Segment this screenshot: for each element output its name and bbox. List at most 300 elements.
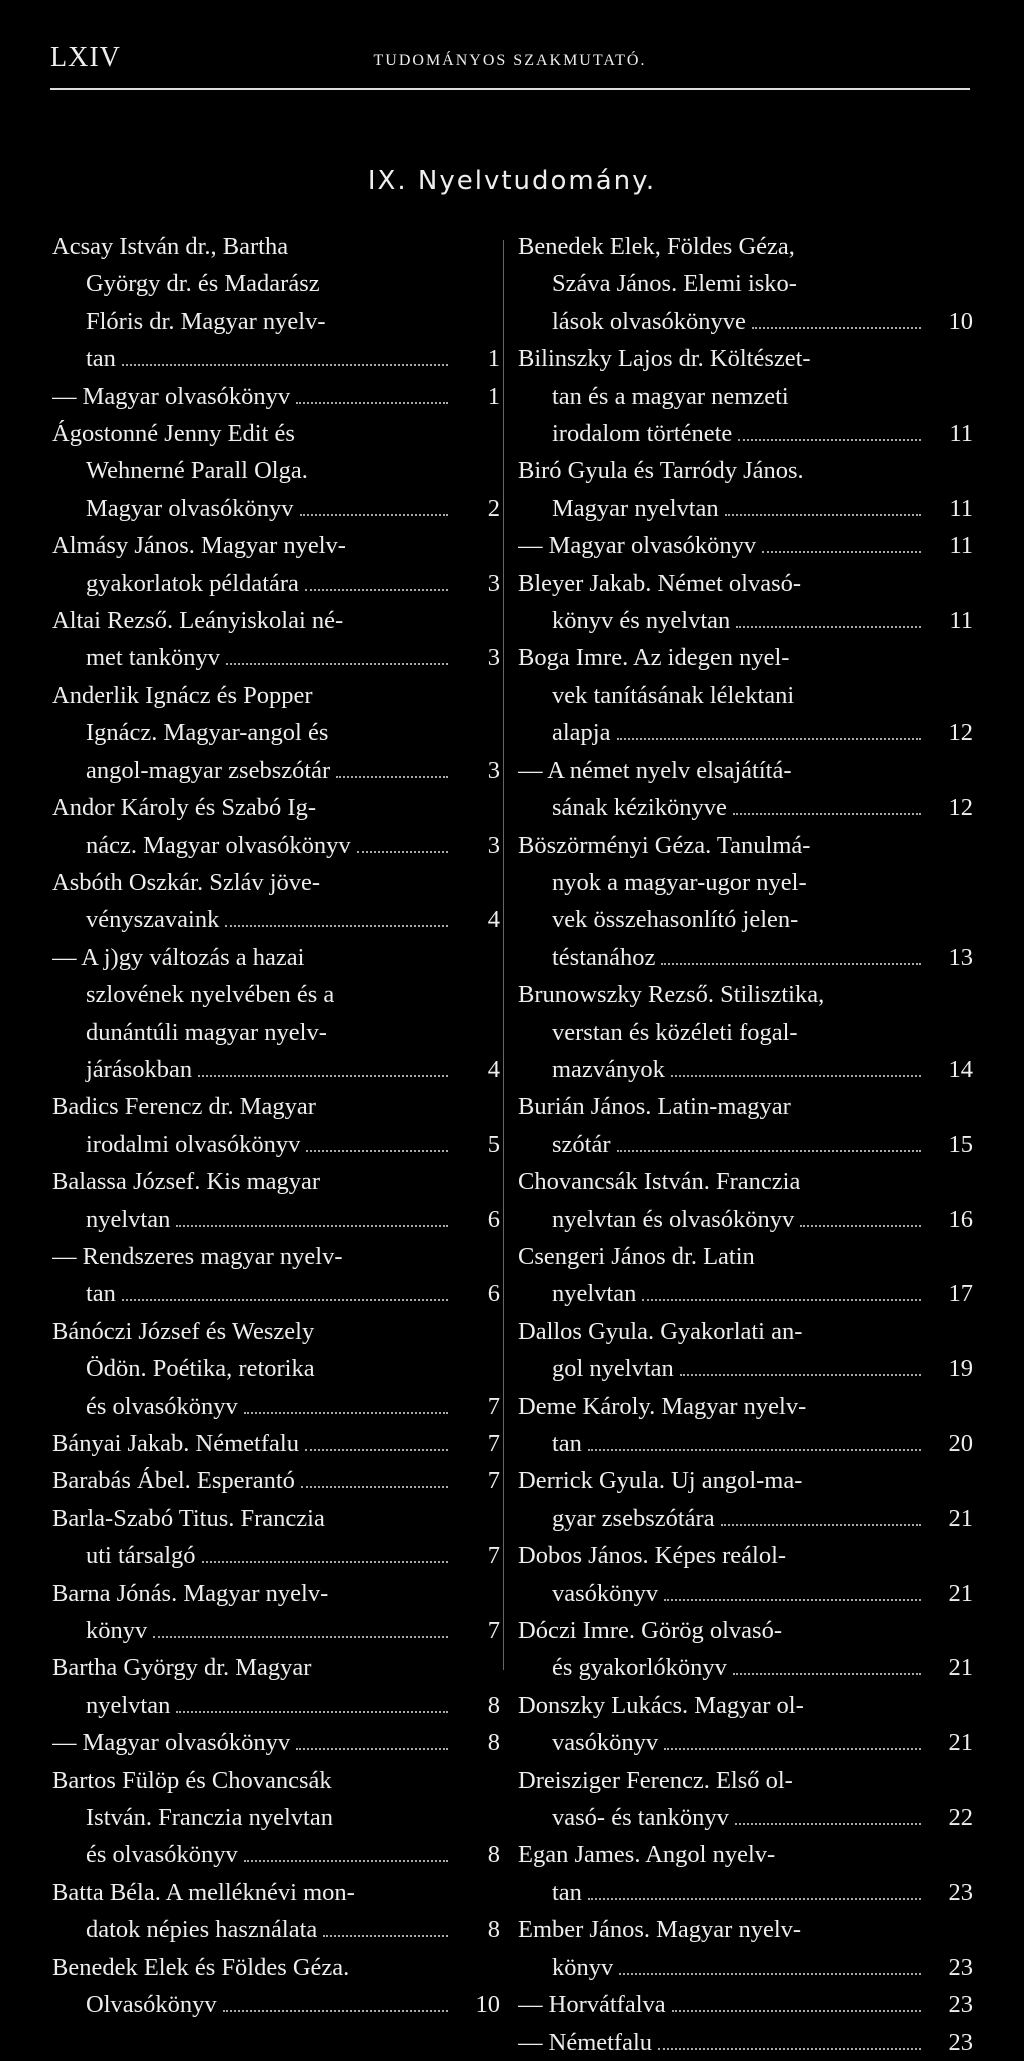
dot-leader	[619, 1973, 921, 1975]
entry-text: Bartha György dr. Magyar	[52, 1654, 312, 1682]
entry-text: szlovének nyelvében és a	[86, 981, 335, 1009]
running-head: TUDOMÁNYOS SZAKMUTATÓ.	[373, 52, 647, 69]
entry-line	[52, 1799, 500, 1836]
entry-text: datok népies használata	[86, 1916, 318, 1944]
index-entry	[52, 864, 500, 939]
index-entry	[518, 1313, 973, 1388]
entry-text: nyelvtan	[552, 1280, 637, 1308]
entry-line	[518, 1836, 973, 1873]
dot-leader	[244, 1412, 448, 1414]
page-ref: 8	[487, 1729, 500, 1757]
entry-line	[518, 1126, 973, 1163]
entry-line	[518, 901, 973, 938]
entry-line	[518, 1986, 973, 2023]
dot-leader	[588, 1898, 921, 1900]
entry-text: Barabás Ábel. Esperantó	[52, 1467, 295, 1495]
index-entry	[52, 228, 500, 378]
entry-text: Benedek Elek, Földes Géza,	[518, 233, 795, 260]
entry-line	[52, 1762, 500, 1799]
entry-line	[52, 303, 500, 340]
dot-leader	[202, 1561, 448, 1563]
entry-line	[52, 864, 500, 901]
entry-line	[518, 864, 973, 901]
page-ref: 12	[948, 794, 973, 822]
entry-text: nyelvtan	[86, 1205, 171, 1233]
entry-line	[518, 452, 973, 489]
entry-line	[52, 1163, 500, 1200]
page-ref: 6	[487, 1280, 500, 1308]
entry-line	[52, 714, 500, 751]
index-entry	[52, 1163, 500, 1238]
dot-leader	[664, 1748, 921, 1750]
entry-text: gol nyelvtan	[552, 1355, 674, 1383]
index-entry	[52, 1724, 500, 1761]
entry-text: Anderlik Ignácz és Popper	[52, 681, 313, 709]
index-entry	[52, 1238, 500, 1313]
entry-text: vasó- és tankönyv	[552, 1804, 729, 1832]
entry-line	[518, 1612, 973, 1649]
entry-line	[518, 527, 973, 564]
entry-text: vasókönyv	[552, 1729, 659, 1757]
page-ref: 3	[487, 569, 500, 597]
entry-line	[518, 752, 973, 789]
index-entry	[52, 1762, 500, 1874]
page-ref: 21	[948, 1654, 973, 1682]
entry-line	[518, 1874, 973, 1911]
page-ref: 11	[949, 607, 973, 635]
entry-text: Batta Béla. A melléknévi mon-	[52, 1878, 355, 1906]
entry-text: Olvasókönyv	[86, 1991, 217, 2019]
dot-leader	[306, 1150, 448, 1152]
page-ref: 17	[948, 1280, 973, 1308]
entry-line	[518, 565, 973, 602]
entry-line	[518, 1014, 973, 1051]
entry-line	[518, 602, 973, 639]
entry-line	[52, 265, 500, 302]
page-ref: 8	[487, 1916, 500, 1944]
entry-line	[518, 1537, 973, 1574]
entry-line	[52, 1425, 500, 1462]
index-entry	[52, 939, 500, 1089]
entry-text: vek tanításának lélektani	[552, 681, 795, 709]
entry-text: Donszky Lukács. Magyar ol-	[518, 1691, 804, 1719]
entry-text: könyv	[552, 1953, 614, 1981]
dot-leader	[198, 1075, 448, 1077]
entry-text: met tankönyv	[86, 644, 221, 672]
page-ref: 10	[948, 307, 973, 335]
entry-text: Biró Gyula és Tarródy János.	[518, 457, 804, 485]
left-column	[52, 228, 500, 2024]
entry-line	[52, 1275, 500, 1312]
entry-line	[52, 976, 500, 1013]
entry-text: irodalmi olvasókönyv	[86, 1130, 301, 1158]
entry-line	[518, 1724, 973, 1761]
index-entry	[518, 752, 973, 827]
entry-text: Boga Imre. Az idegen nyel-	[518, 644, 790, 672]
page-ref: 4	[487, 1055, 500, 1083]
header-rule	[50, 88, 970, 90]
column-divider	[503, 240, 504, 1670]
entry-line	[518, 1088, 973, 1125]
index-entry	[52, 677, 500, 789]
entry-line	[52, 1388, 500, 1425]
dot-leader	[296, 1748, 448, 1750]
dot-leader	[323, 1935, 448, 1937]
page-ref: 8	[487, 1691, 500, 1719]
index-entry	[52, 1949, 500, 2024]
page-ref: 11	[949, 494, 973, 522]
page-ref: 8	[487, 1841, 500, 1869]
dot-leader	[658, 2048, 921, 2050]
entry-text: Burián János. Latin-magyar	[518, 1093, 791, 1121]
index-entry	[52, 378, 500, 415]
dot-leader	[301, 1486, 448, 1488]
entry-text: Wehnerné Parall Olga.	[86, 457, 308, 485]
index-entry	[518, 1163, 973, 1238]
page-ref: 10	[475, 1991, 500, 2019]
entry-line	[518, 1425, 973, 1462]
entry-text: Bánóczi József és Weszely	[52, 1317, 315, 1345]
index-entry	[518, 1238, 973, 1313]
dot-leader	[680, 1374, 921, 1376]
entry-text: Acsay István dr., Bartha	[52, 233, 289, 260]
entry-line	[518, 976, 973, 1013]
dot-leader	[733, 1673, 921, 1675]
entry-text: Chovancsák István. Franczia	[518, 1168, 801, 1196]
entry-line	[518, 1275, 973, 1312]
entry-text: könyv és nyelvtan	[552, 607, 731, 635]
right-column	[518, 228, 973, 2061]
entry-line	[52, 378, 500, 415]
entry-line	[52, 1687, 500, 1724]
entry-line	[52, 1724, 500, 1761]
entry-text: Bilinszky Lajos dr. Költészet-	[518, 345, 811, 373]
dot-leader	[617, 738, 922, 740]
page-ref: 23	[948, 1878, 973, 1906]
entry-text: és olvasókönyv	[86, 1392, 238, 1420]
entry-text: dunántúli magyar nyelv-	[86, 1018, 327, 1046]
entry-line	[518, 1313, 973, 1350]
entry-line	[518, 1462, 973, 1499]
entry-line	[52, 602, 500, 639]
entry-text: gyakorlatok példatára	[86, 569, 299, 597]
page-ref: 15	[948, 1130, 973, 1158]
dot-leader	[296, 402, 448, 404]
entry-text: gyar zsebszótára	[552, 1504, 715, 1532]
index-entry	[52, 527, 500, 602]
entry-text: irodalom története	[552, 420, 733, 448]
entry-text: uti társalgó	[86, 1542, 196, 1570]
entry-text: Almásy János. Magyar nyelv-	[52, 532, 346, 560]
entry-text: Ember János. Magyar nyelv-	[518, 1916, 802, 1944]
entry-line	[518, 303, 973, 340]
dot-leader	[738, 439, 921, 441]
entry-text: vasókönyv	[552, 1579, 659, 1607]
entry-line	[518, 1911, 973, 1948]
entry-text: Egan James. Angol nyelv-	[518, 1841, 776, 1869]
entry-line	[52, 415, 500, 452]
entry-text: téstanához	[552, 943, 656, 971]
entry-text: Badics Ferencz dr. Magyar	[52, 1093, 316, 1121]
dot-leader	[153, 1636, 448, 1638]
dot-leader	[800, 1225, 921, 1227]
dot-leader	[733, 813, 921, 815]
dot-leader	[305, 589, 448, 591]
index-entry	[518, 1388, 973, 1463]
entry-line	[518, 714, 973, 751]
dot-leader	[122, 1299, 448, 1301]
entry-text: verstan és közéleti fogal-	[552, 1018, 798, 1046]
index-entry	[518, 1986, 973, 2023]
entry-text: Derrick Gyula. Uj angol-ma-	[518, 1467, 803, 1495]
entry-text: tan	[86, 1280, 116, 1308]
page-ref: 7	[487, 1467, 500, 1495]
index-entry	[52, 1462, 500, 1499]
entry-text: tan és a magyar nemzeti	[552, 382, 789, 410]
index-entry	[52, 1649, 500, 1724]
entry-line	[518, 1649, 973, 1686]
entry-text: — A német nyelv elsajátítá-	[518, 756, 792, 784]
entry-line	[52, 1836, 500, 1873]
entry-text: szótár	[552, 1130, 611, 1158]
page-ref: 16	[948, 1205, 973, 1233]
dot-leader	[176, 1225, 448, 1227]
entry-line	[52, 1874, 500, 1911]
entry-line	[52, 827, 500, 864]
page-ref: 5	[487, 1130, 500, 1158]
entry-line	[518, 340, 973, 377]
entry-line	[518, 639, 973, 676]
dot-leader	[176, 1711, 448, 1713]
entry-text: nácz. Magyar olvasókönyv	[86, 831, 351, 859]
entry-text: György dr. és Madarász	[86, 270, 320, 298]
entry-line	[52, 228, 500, 265]
dot-leader	[305, 1449, 448, 1451]
entry-line	[52, 1350, 500, 1387]
index-entry	[52, 1313, 500, 1425]
entry-text: mazványok	[552, 1055, 665, 1083]
entry-text: Ágostonné Jenny Edit és	[52, 420, 295, 448]
entry-text: angol-magyar zsebszótár	[86, 756, 331, 784]
entry-line	[518, 378, 973, 415]
entry-line	[518, 1799, 973, 1836]
dot-leader	[642, 1299, 921, 1301]
entry-text: — Magyar olvasókönyv	[52, 382, 291, 410]
entry-line	[52, 340, 500, 377]
entry-text: járásokban	[86, 1055, 193, 1083]
entry-text: Dobos János. Képes reálol-	[518, 1542, 787, 1570]
index-entry	[52, 602, 500, 677]
entry-text: Benedek Elek és Földes Géza.	[52, 1953, 350, 1981]
page-ref: 1	[487, 345, 500, 373]
entry-text: — Németfalu	[518, 2028, 653, 2056]
dot-leader	[672, 2010, 921, 2012]
entry-text: Ignácz. Magyar-angol és	[86, 719, 329, 747]
index-entry	[518, 527, 973, 564]
entry-text: — Magyar olvasókönyv	[518, 532, 757, 560]
entry-text: nyelvtan	[86, 1691, 171, 1719]
index-entry	[518, 1612, 973, 1687]
entry-text: Flóris dr. Magyar nyelv-	[86, 307, 326, 335]
entry-line	[518, 1163, 973, 1200]
entry-line	[52, 1088, 500, 1125]
entry-text: Bartos Fülöp és Chovancsák	[52, 1766, 332, 1794]
entry-text: nyelvtan és olvasókönyv	[552, 1205, 795, 1233]
entry-text: Deme Károly. Magyar nyelv-	[518, 1392, 807, 1420]
page-ref: 2	[487, 494, 500, 522]
page-ref: 11	[949, 420, 973, 448]
index-entry	[518, 976, 973, 1088]
entry-line	[52, 1537, 500, 1574]
entry-line	[518, 1238, 973, 1275]
entry-line	[52, 452, 500, 489]
entry-text: és gyakorlókönyv	[552, 1654, 727, 1682]
entry-line	[52, 1575, 500, 1612]
entry-line	[518, 939, 973, 976]
entry-line	[52, 1986, 500, 2023]
page-ref: 23	[948, 1991, 973, 2019]
entry-line	[52, 939, 500, 976]
page-ref: 22	[948, 1804, 973, 1832]
entry-text: Csengeri János dr. Latin	[518, 1242, 755, 1270]
entry-line	[518, 1201, 973, 1238]
page-ref: 3	[487, 831, 500, 859]
page-ref: 21	[948, 1729, 973, 1757]
entry-line	[52, 490, 500, 527]
page-ref: 7	[487, 1542, 500, 1570]
entry-line	[52, 565, 500, 602]
entry-line	[52, 1014, 500, 1051]
entry-text: Bányai Jakab. Németfalu	[52, 1430, 299, 1457]
index-entry	[52, 1575, 500, 1650]
page-ref: 3	[487, 644, 500, 672]
page-ref: 4	[487, 906, 500, 934]
entry-line	[52, 1911, 500, 1948]
dot-leader	[300, 514, 448, 516]
dot-leader	[725, 514, 921, 516]
entry-text: vek összehasonlító jelen-	[552, 906, 799, 934]
index-entry	[518, 1687, 973, 1762]
entry-line	[518, 677, 973, 714]
page-number: LXIV	[50, 42, 121, 73]
dot-leader	[223, 2010, 448, 2012]
index-entry	[518, 2024, 973, 2061]
page-ref: 7	[487, 1392, 500, 1420]
dot-leader	[588, 1449, 921, 1451]
dot-leader	[336, 776, 448, 778]
entry-line	[52, 527, 500, 564]
entry-line	[52, 1462, 500, 1499]
dot-leader	[617, 1150, 922, 1152]
entry-text: alapja	[552, 719, 611, 747]
entry-text: Dallos Gyula. Gyakorlati an-	[518, 1317, 803, 1345]
entry-text: István. Franczia nyelvtan	[86, 1804, 333, 1832]
entry-line	[52, 1126, 500, 1163]
entry-text: és olvasókönyv	[86, 1841, 238, 1869]
index-entry	[518, 565, 973, 640]
index-entry	[518, 1762, 973, 1837]
page-ref: 14	[948, 1055, 973, 1083]
dot-leader	[762, 551, 921, 553]
dot-leader	[357, 851, 448, 853]
dot-leader	[661, 963, 921, 965]
page-ref: 7	[487, 1430, 500, 1457]
entry-text: Andor Károly és Szabó Ig-	[52, 794, 316, 822]
entry-text: vényszavaink	[86, 906, 220, 934]
entry-line	[518, 827, 973, 864]
index-entry	[52, 415, 500, 527]
page-ref: 7	[487, 1617, 500, 1645]
entry-text: Barla-Szabó Titus. Franczia	[52, 1504, 325, 1532]
entry-line	[518, 415, 973, 452]
index-entry	[518, 1088, 973, 1163]
entry-line	[518, 1949, 973, 1986]
index-entry	[518, 827, 973, 977]
entry-text: Altai Rezső. Leányiskolai né-	[52, 607, 344, 635]
page-ref: 1	[487, 382, 500, 410]
entry-text: Brunowszky Rezső. Stilisztika,	[518, 981, 825, 1009]
dot-leader	[721, 1524, 921, 1526]
page-ref: 3	[487, 756, 500, 784]
index-entry	[518, 452, 973, 527]
entry-line	[518, 789, 973, 826]
entry-line	[52, 1051, 500, 1088]
page-ref: 13	[948, 943, 973, 971]
index-entry	[518, 639, 973, 751]
entry-line	[518, 1762, 973, 1799]
entry-text: tan	[86, 345, 116, 373]
page-ref: 21	[948, 1579, 973, 1607]
index-entry	[518, 1537, 973, 1612]
dot-leader	[122, 364, 448, 366]
page-ref: 23	[948, 1953, 973, 1981]
entry-text: Balassa József. Kis magyar	[52, 1168, 321, 1196]
index-entry	[52, 789, 500, 864]
entry-line	[52, 1500, 500, 1537]
entry-text: lások olvasókönyve	[552, 307, 746, 335]
entry-text: Dreisziger Ferencz. Első ol-	[518, 1766, 793, 1794]
entry-line	[52, 1612, 500, 1649]
entry-line	[52, 789, 500, 826]
entry-line	[518, 1051, 973, 1088]
page-ref: 23	[948, 2028, 973, 2056]
section-title: IX. Nyelvtudomány.	[367, 166, 657, 196]
entry-text: tan	[552, 1430, 582, 1457]
entry-line	[52, 677, 500, 714]
entry-line	[518, 265, 973, 302]
dot-leader	[671, 1075, 921, 1077]
entry-text: — Horvátfalva	[518, 1991, 666, 2019]
entry-line	[518, 1350, 973, 1387]
dot-leader	[244, 1860, 448, 1862]
entry-line	[52, 639, 500, 676]
entry-line	[52, 1313, 500, 1350]
dot-leader	[225, 925, 448, 927]
entry-line	[52, 901, 500, 938]
entry-text: Száva János. Elemi isko-	[552, 270, 797, 298]
dot-leader	[226, 663, 448, 665]
entry-text: könyv	[86, 1617, 148, 1645]
index-entry	[518, 1462, 973, 1537]
entry-text: Ödön. Poétika, retorika	[86, 1355, 315, 1383]
index-entry	[52, 1088, 500, 1163]
page-header	[50, 42, 970, 82]
index-entry	[52, 1874, 500, 1949]
entry-text: Böszörményi Géza. Tanulmá-	[518, 831, 811, 859]
dot-leader	[736, 626, 921, 628]
page-ref: 19	[948, 1355, 973, 1383]
entry-line	[52, 752, 500, 789]
